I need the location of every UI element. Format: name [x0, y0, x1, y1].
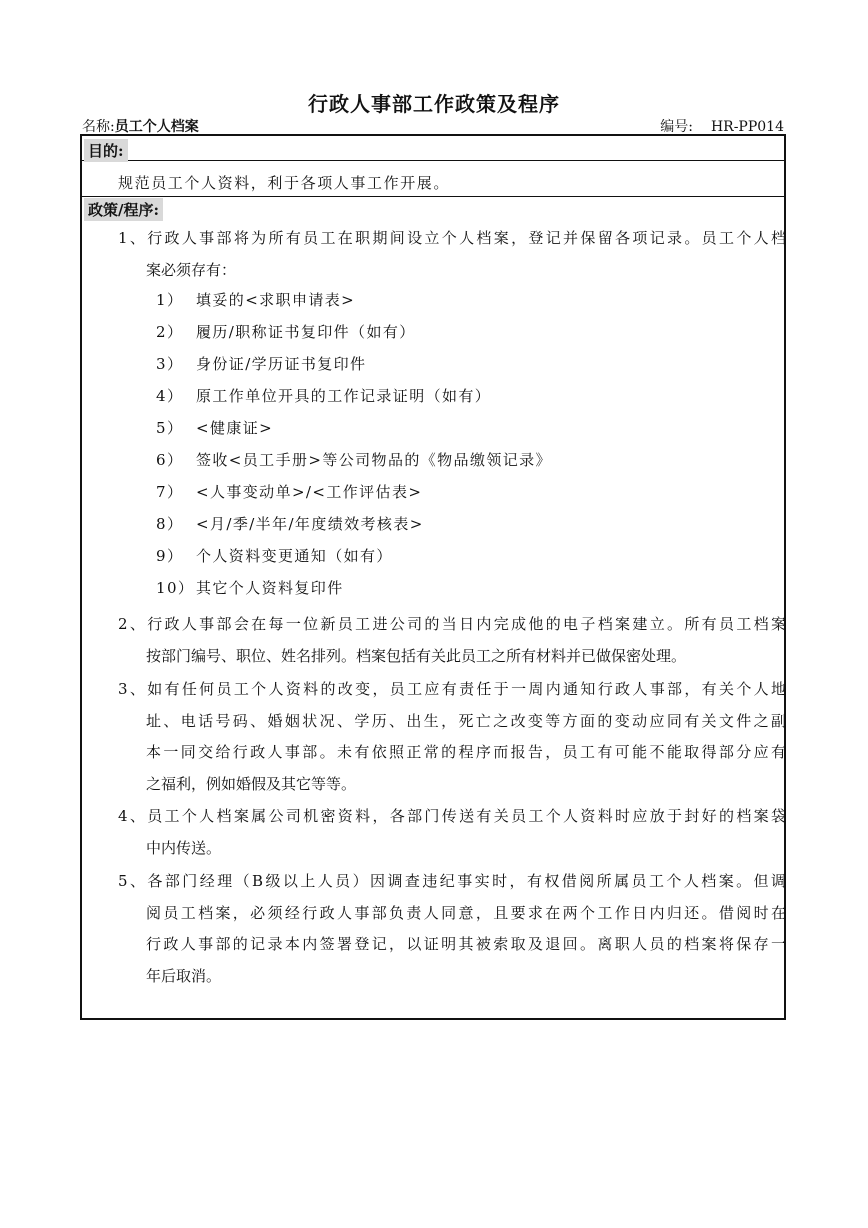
- list-item: [156, 348, 552, 380]
- policy-label: 政策/程序:: [84, 198, 163, 221]
- list-item: [156, 380, 552, 412]
- list-item: [156, 316, 552, 348]
- list-item-text: 签收<员工手册>等公司物品的《物品缴领记录》: [196, 451, 552, 469]
- clause-4: [118, 801, 786, 864]
- list-item-text: <人事变动单>/<工作评估表>: [196, 483, 423, 501]
- list-item-text: 身份证/学历证书复印件: [196, 355, 367, 373]
- clause-line: 3、如有任何员工个人资料的改变，员工应有责任于一周内通知行政人事部，有关个人地: [118, 680, 786, 698]
- list-item-text: 原工作单位开具的工作记录证明（如有）: [196, 387, 492, 405]
- clause-2: [118, 609, 786, 672]
- clause-line: 中内传送。: [146, 838, 222, 857]
- list-item-text: 填妥的<求职申请表>: [196, 291, 356, 309]
- clause-line: 案必须存有：: [146, 260, 237, 279]
- code-label: 编号:: [660, 119, 693, 135]
- list-item-number: 7）: [156, 483, 184, 501]
- list-item-text: 履历/职称证书复印件（如有）: [196, 323, 416, 341]
- divider: [82, 160, 784, 161]
- clause-line: 之福利，例如婚假及其它等等。: [146, 774, 357, 793]
- document-name: [82, 116, 199, 136]
- code-value: HR-PP014: [710, 119, 784, 135]
- clause-line: 1、行政人事部将为所有员工在职期间设立个人档案，登记并保留各项记录。员工个人档: [118, 229, 786, 247]
- list-item-number: 6）: [156, 451, 184, 469]
- clause-line: 本一同交给行政人事部。未有依照正常的程序而报告，员工有可能不能取得部分应有: [146, 743, 786, 761]
- list-item: [156, 412, 552, 444]
- clause-line: 址、电话号码、婚姻状况、学历、出生，死亡之改变等方面的变动应同有关文件之副: [146, 711, 786, 730]
- clause-line: 2、行政人事部会在每一位新员工进公司的当日内完成他的电子档案建立。所有员工档案: [118, 615, 786, 633]
- list-item-number: 4）: [156, 387, 184, 405]
- clause-line: 4、员工个人档案属公司机密资料，各部门传送有关员工个人资料时应放于封好的档案袋: [118, 807, 786, 825]
- clause-line: 5、各部门经理（B级以上人员）因调查违纪事实时，有权借阅所属员工个人档案。但调: [118, 872, 786, 890]
- purpose-text: 规范员工个人资料，利于各项人事工作开展。: [118, 174, 451, 192]
- list-item-number: 8）: [156, 515, 184, 533]
- list-item-number: 1）: [156, 291, 184, 309]
- name-label: 名称:: [82, 119, 115, 135]
- list-item-text: 个人资料变更通知（如有）: [196, 547, 393, 565]
- list-item-text: 其它个人资料复印件: [196, 579, 344, 597]
- clause-1: [118, 223, 786, 286]
- clause-5: [118, 866, 786, 992]
- list-item-number: 3）: [156, 355, 184, 373]
- required-documents-list: [156, 284, 552, 604]
- list-item: [156, 508, 552, 540]
- document-meta-row: [82, 116, 788, 136]
- list-item-text: <月/季/半年/年度绩效考核表>: [196, 515, 424, 533]
- divider: [82, 196, 784, 197]
- list-item-number: 5）: [156, 419, 184, 437]
- list-item-number: 10）: [156, 579, 195, 597]
- list-item: [156, 572, 552, 604]
- list-item-number: 9）: [156, 547, 184, 565]
- list-item: [156, 476, 552, 508]
- page-title: 行政人事部工作政策及程序: [308, 92, 560, 116]
- list-item-text: <健康证>: [196, 419, 274, 437]
- policy-table: [80, 134, 786, 1020]
- clause-line: 行政人事部的记录本内签署登记，以证明其被索取及退回。离职人员的档案将保存一: [146, 935, 786, 953]
- document-code: [660, 116, 784, 136]
- name-value: 员工个人档案: [114, 119, 199, 135]
- list-item-number: 2）: [156, 323, 184, 341]
- clause-line: 按部门编号、职位、姓名排列。档案包括有关此员工之所有材料并已做保密处理。: [146, 646, 687, 665]
- clause-3: [118, 674, 786, 800]
- list-item: [156, 444, 552, 476]
- purpose-label: 目的:: [84, 139, 128, 162]
- clause-line: 年后取消。: [146, 966, 222, 985]
- list-item: [156, 284, 552, 316]
- list-item: [156, 540, 552, 572]
- clause-line: 阅员工档案，必须经行政人事部负责人同意，且要求在两个工作日内归还。借阅时在: [146, 903, 786, 922]
